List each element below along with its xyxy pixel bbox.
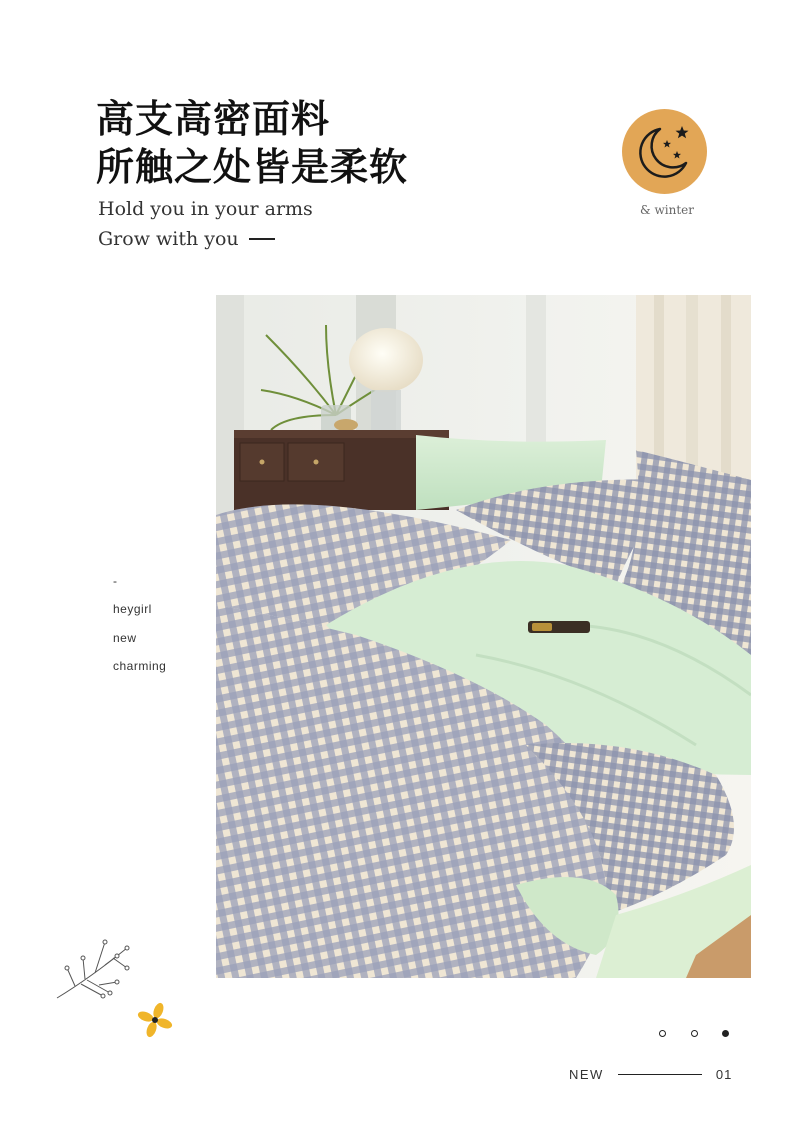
side-dash: -: [113, 574, 118, 588]
headline-line-2: 所触之处皆是柔软: [96, 145, 409, 189]
moon-badge: [622, 109, 707, 194]
flower-icon: [137, 1002, 173, 1038]
page-dot-1[interactable]: [659, 1030, 666, 1037]
tagline-line-1: Hold you in your arms: [98, 198, 313, 220]
bedding-photo: [216, 295, 751, 978]
footer-row: [569, 1067, 732, 1082]
tagline-dash: [249, 238, 275, 240]
tagline-line-2: Grow with you: [98, 228, 239, 250]
side-word-new: new: [113, 631, 137, 645]
page-dot-3-active[interactable]: [722, 1030, 729, 1037]
side-word-heygirl: heygirl: [113, 602, 152, 616]
footer-line: [618, 1074, 702, 1076]
footer-page-number: 01: [715, 1067, 733, 1082]
tagline-line-2-row: [98, 228, 275, 250]
page-dot-2[interactable]: [691, 1030, 698, 1037]
moon-stars-icon: [622, 109, 707, 194]
side-word-charming: charming: [113, 659, 167, 673]
footer-new-label: NEW: [569, 1067, 604, 1082]
headline-line-1: 高支高密面料: [96, 97, 331, 141]
branch-doodle: [55, 938, 135, 1003]
badge-caption: & winter: [640, 203, 694, 217]
